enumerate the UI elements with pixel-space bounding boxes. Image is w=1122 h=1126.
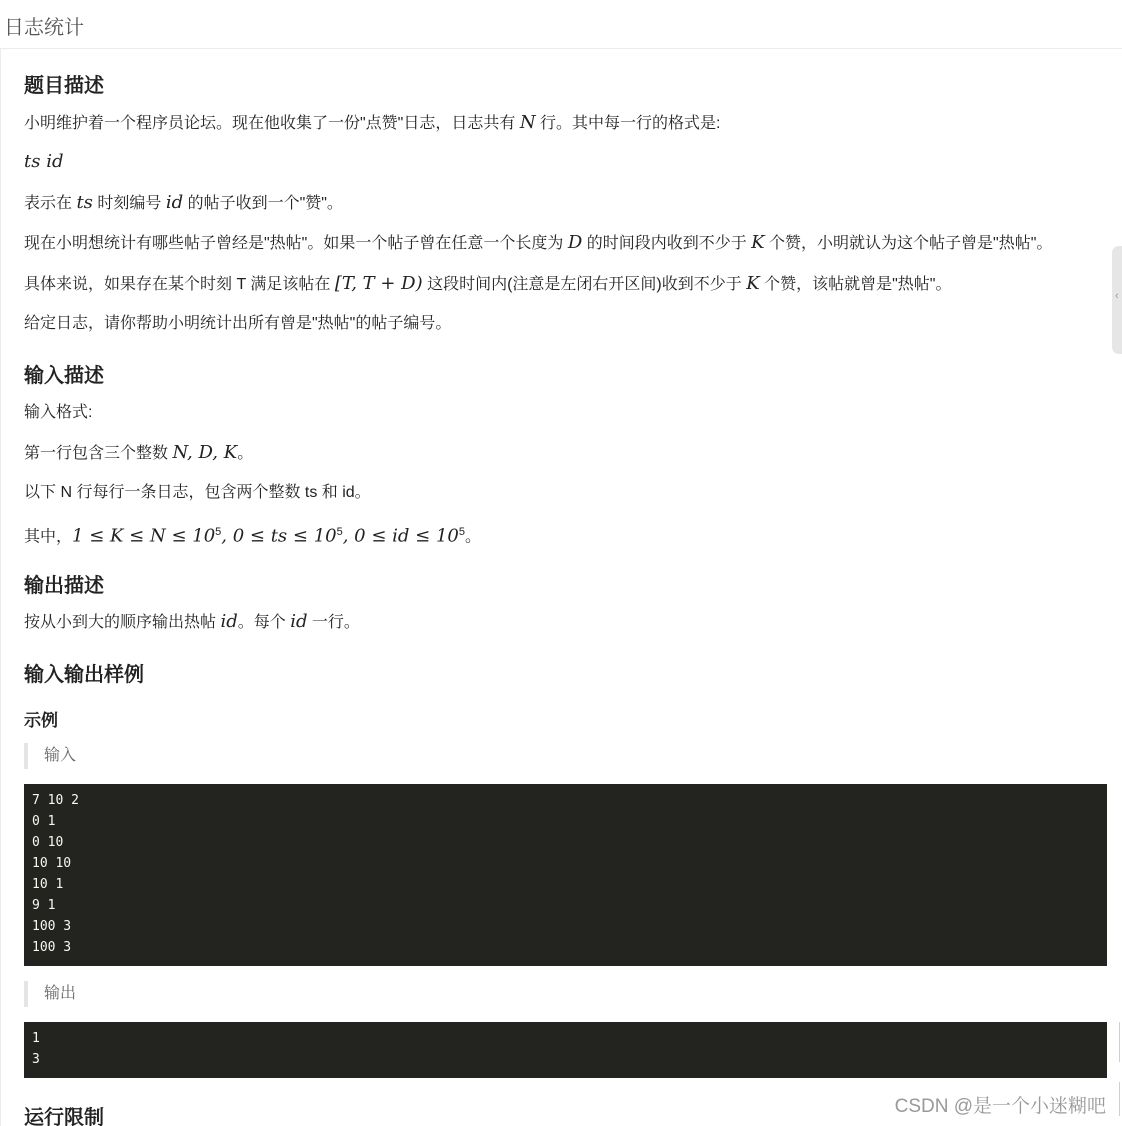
code-line: 100 3 <box>32 940 72 955</box>
code-line: 10 10 <box>32 856 72 871</box>
output-paragraph-1 <box>24 611 360 634</box>
text: 。每个 <box>237 614 291 631</box>
sample-input-label: 输入 <box>24 743 76 769</box>
example-label: 示例 <box>24 711 58 730</box>
math-constraint: , 0 ≤ ts ≤ 10 <box>221 525 337 547</box>
code-line: 9 1 <box>32 898 56 913</box>
input-paragraph-2 <box>24 442 253 465</box>
code-line: 3 <box>32 1052 40 1067</box>
text: 。 <box>465 528 482 546</box>
text: 时刻编号 <box>92 195 166 212</box>
description-paragraph-5: 给定日志，请你帮助小明统计出所有曾是"热帖"的帖子编号。 <box>24 315 452 332</box>
heading-limits: 运行限制 <box>24 1107 104 1126</box>
input-paragraph-3: 以下 N 行每行一条日志，包含两个整数 ts 和 id。 <box>24 484 371 501</box>
heading-output: 输出描述 <box>24 575 104 597</box>
scroll-edge-line <box>1119 1082 1120 1116</box>
math-var: D <box>567 232 583 253</box>
code-line: 7 10 2 <box>32 793 79 808</box>
page-title: 日志统计 <box>4 17 84 39</box>
text: 的时间段内收到不少于 <box>582 235 752 252</box>
text: 个赞，小明就认为这个帖子曾是"热帖"。 <box>764 235 1053 252</box>
sample-output-code <box>24 1022 1107 1078</box>
code-line: 1 <box>32 1031 40 1046</box>
math-exponent: 5 <box>458 526 465 538</box>
chevron-left-icon: ‹ <box>1115 290 1119 302</box>
text: 一行。 <box>307 614 360 631</box>
scroll-edge-line <box>1119 1022 1120 1062</box>
math-interval: [T, T + D) <box>334 273 423 294</box>
heading-description: 题目描述 <box>24 75 104 97</box>
text: 按从小到大的顺序输出热帖 <box>24 614 221 631</box>
code-line: 0 1 <box>32 814 56 829</box>
math-exponent: 5 <box>336 526 343 538</box>
math-var: ts <box>76 192 93 213</box>
heading-input: 输入描述 <box>24 365 104 387</box>
math-var: K <box>746 273 760 294</box>
input-paragraph-4 <box>24 521 481 548</box>
description-paragraph-4 <box>24 273 951 296</box>
text: 行。其中每一行的格式是: <box>535 115 721 132</box>
text: 现在小明想统计有哪些帖子曾经是"热帖"。如果一个帖子曾在任意一个长度为 <box>24 235 568 252</box>
math-constraint: 1 ≤ K ≤ N ≤ 10 <box>72 525 216 547</box>
sample-output-label: 输出 <box>24 981 76 1007</box>
math-var: id <box>220 611 238 632</box>
input-paragraph-1: 输入格式: <box>24 404 93 421</box>
math-var: K <box>751 232 765 253</box>
side-collapse-tab[interactable] <box>1112 246 1122 354</box>
heading-samples: 输入输出样例 <box>24 664 144 686</box>
text: 第一行包含三个整数 <box>24 445 173 462</box>
problem-content[interactable] <box>0 49 1121 1126</box>
math-var: N <box>519 112 536 133</box>
title-bar <box>0 0 1122 49</box>
text: 小明维护着一个程序员论坛。现在他收集了一份"点赞"日志，日志共有 <box>24 115 520 132</box>
code-line: 10 1 <box>32 877 64 892</box>
math-var: id <box>165 192 184 213</box>
watermark: CSDN @是一个小迷糊吧 <box>894 1096 1106 1117</box>
description-paragraph-3 <box>24 232 1052 255</box>
text: 个赞，该帖就曾是"热帖"。 <box>759 276 952 293</box>
text: 其中， <box>24 528 73 546</box>
math-format: ts id <box>24 151 64 172</box>
math-exponent: 5 <box>215 526 222 538</box>
description-paragraph-1 <box>24 112 720 135</box>
text: 具体来说，如果存在某个时刻 T 满足该帖在 <box>24 276 335 293</box>
format-line <box>24 151 63 174</box>
description-paragraph-2 <box>24 192 343 215</box>
sample-input-code <box>24 784 1107 966</box>
text: 表示在 <box>24 195 77 212</box>
math-var: id <box>290 611 308 632</box>
text: 这段时间内(注意是左闭右开区间)收到不少于 <box>422 276 747 293</box>
math-constraint: , 0 ≤ id ≤ 10 <box>342 525 459 547</box>
math-vars: N, D, K <box>172 442 238 463</box>
code-line: 100 3 <box>32 919 72 934</box>
code-line: 0 10 <box>32 835 64 850</box>
text: 的帖子收到一个"赞"。 <box>183 195 343 212</box>
text: 。 <box>237 445 254 462</box>
